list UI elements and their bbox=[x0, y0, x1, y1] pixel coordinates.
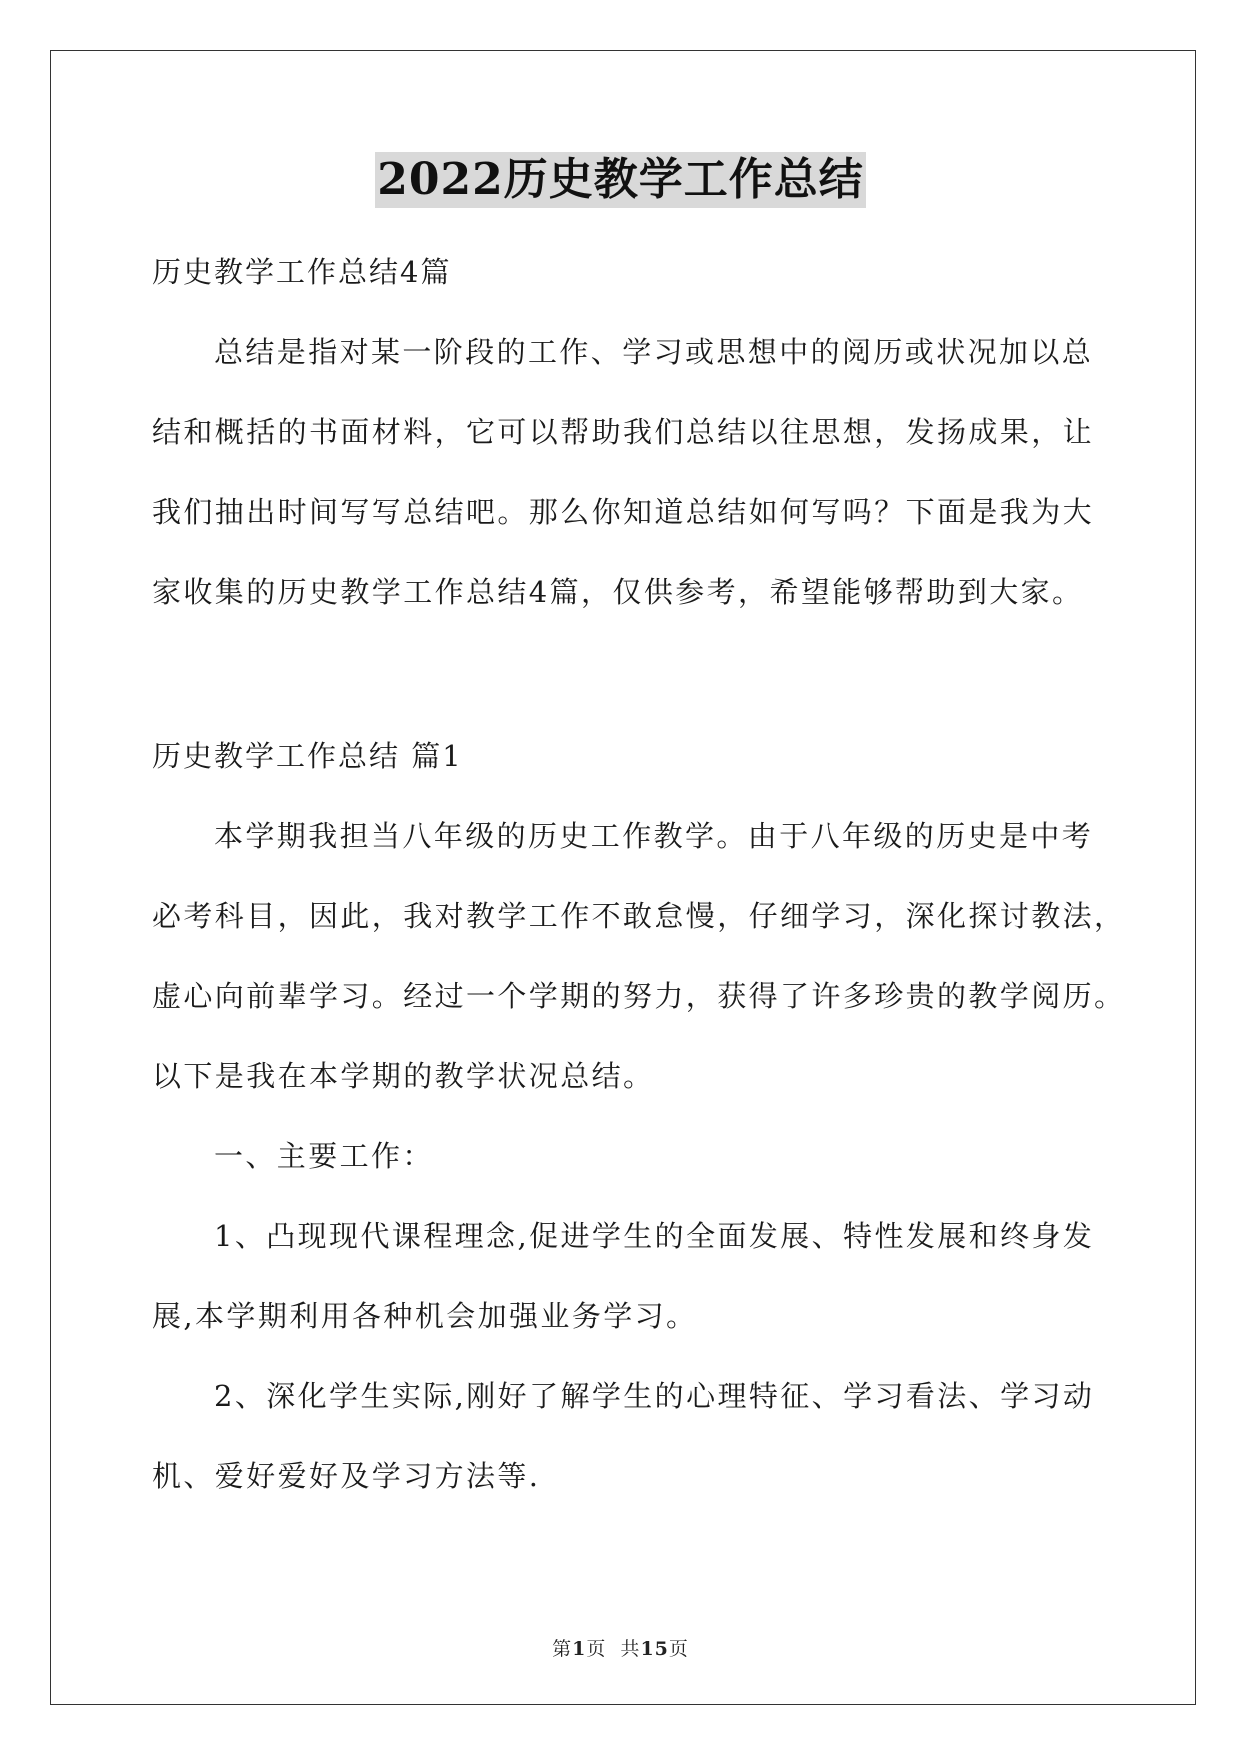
section-line-4: 以下是我在本学期的教学状况总结。 bbox=[152, 1059, 655, 1093]
document-subtitle: 历史教学工作总结4篇 bbox=[152, 255, 452, 289]
section-line-5: 一、主要工作： bbox=[214, 1139, 434, 1173]
page-footer bbox=[0, 1634, 1241, 1661]
section-heading: 历史教学工作总结 篇1 bbox=[152, 739, 463, 773]
intro-line-4: 家收集的历史教学工作总结4篇，仅供参考，希望能够帮助到大家。 bbox=[152, 575, 1084, 609]
section-line-3: 虚心向前辈学习。经过一个学期的努力，获得了许多珍贵的教学阅历。 bbox=[152, 979, 1126, 1013]
section-line-7: 展,本学期利用各种机会加强业务学习。 bbox=[152, 1299, 698, 1333]
section-line-2: 必考科目，因此，我对教学工作不敢怠慢，仔细学习，深化探讨教法， bbox=[152, 899, 1126, 933]
title-container bbox=[0, 152, 1241, 208]
intro-line-1: 总结是指对某一阶段的工作、学习或思想中的阅历或状况加以总 bbox=[214, 335, 1094, 369]
footer-middle: 页 共 bbox=[586, 1638, 641, 1660]
footer-suffix: 页 bbox=[668, 1638, 689, 1660]
document-title: 2022历史教学工作总结 bbox=[375, 152, 865, 208]
paragraph-gap bbox=[152, 632, 1092, 716]
document-body bbox=[152, 232, 1126, 1516]
section-line-6: 1、凸现现代课程理念,促进学生的全面发展、特性发展和终身发 bbox=[214, 1219, 1095, 1253]
section-line-8: 2、深化学生实际,刚好了解学生的心理特征、学习看法、学习动 bbox=[214, 1379, 1095, 1413]
intro-line-3: 我们抽出时间写写总结吧。那么你知道总结如何写吗？下面是我为大 bbox=[152, 495, 1095, 529]
footer-current-page: 1 bbox=[572, 1638, 587, 1660]
footer-total-pages: 15 bbox=[640, 1638, 669, 1660]
intro-line-2: 结和概括的书面材料，它可以帮助我们总结以往思想，发扬成果，让 bbox=[152, 415, 1095, 449]
section-line-9: 机、爱好爱好及学习方法等. bbox=[152, 1459, 541, 1493]
footer-prefix: 第 bbox=[552, 1638, 573, 1660]
section-line-1: 本学期我担当八年级的历史工作教学。由于八年级的历史是中考 bbox=[214, 819, 1094, 853]
